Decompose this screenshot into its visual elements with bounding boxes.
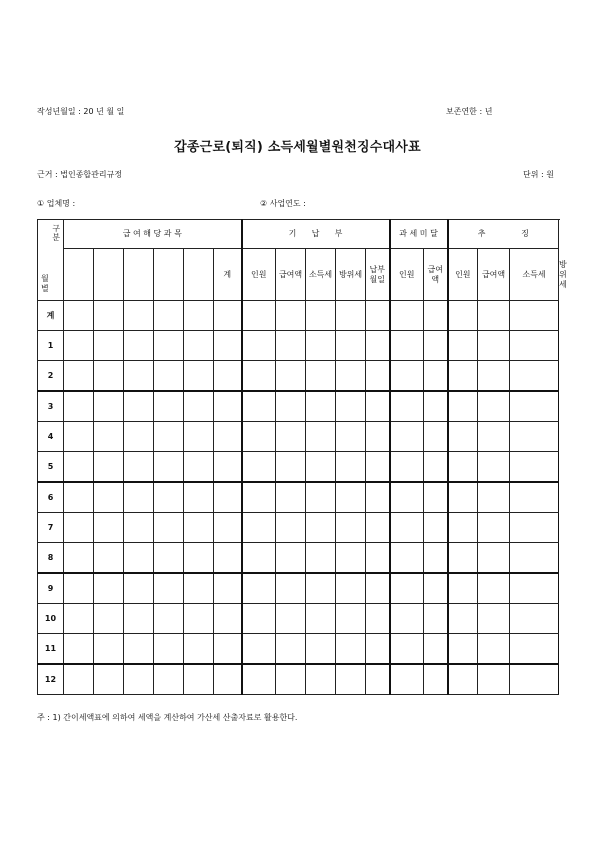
- table-row: [38, 391, 559, 422]
- table-cell[interactable]: [154, 513, 184, 543]
- table-cell[interactable]: [448, 543, 478, 574]
- table-cell[interactable]: [94, 301, 124, 331]
- group-salary-header: 급 여 해 당 과 목: [64, 220, 242, 249]
- table-cell[interactable]: [276, 604, 306, 634]
- table-cell[interactable]: [242, 422, 276, 452]
- table-cell[interactable]: [306, 452, 336, 483]
- table-cell[interactable]: [478, 573, 510, 604]
- table-cell[interactable]: [214, 331, 242, 361]
- table-cell[interactable]: [214, 513, 242, 543]
- corner-label-month: 월 별: [41, 274, 49, 293]
- table-cell[interactable]: [306, 664, 336, 695]
- table-cell[interactable]: [424, 573, 448, 604]
- table-cell[interactable]: [510, 331, 559, 361]
- table-cell[interactable]: [242, 513, 276, 543]
- table-cell[interactable]: [366, 301, 390, 331]
- salary-total-header: 계: [214, 249, 242, 301]
- table-cell[interactable]: [390, 452, 424, 483]
- table-cell[interactable]: [366, 422, 390, 452]
- table-cell[interactable]: [214, 543, 242, 574]
- table-cell[interactable]: [184, 543, 214, 574]
- table-cell[interactable]: [124, 331, 154, 361]
- table-cell[interactable]: [276, 573, 306, 604]
- table-cell[interactable]: [124, 422, 154, 452]
- table-cell[interactable]: [306, 513, 336, 543]
- table-cell[interactable]: [64, 422, 94, 452]
- table-cell[interactable]: [336, 422, 366, 452]
- table-cell[interactable]: [448, 664, 478, 695]
- table-cell[interactable]: [214, 361, 242, 392]
- table-cell[interactable]: [214, 452, 242, 483]
- month-label: 6: [38, 482, 64, 513]
- table-cell[interactable]: [366, 331, 390, 361]
- table-row: [38, 513, 559, 543]
- table-cell[interactable]: [306, 573, 336, 604]
- table-cell[interactable]: [184, 664, 214, 695]
- table-cell[interactable]: [276, 361, 306, 392]
- table-cell[interactable]: [478, 301, 510, 331]
- table-cell[interactable]: [184, 573, 214, 604]
- table-cell[interactable]: [154, 543, 184, 574]
- table-cell[interactable]: [154, 391, 184, 422]
- month-label: 9: [38, 573, 64, 604]
- table-cell[interactable]: [184, 301, 214, 331]
- table-cell[interactable]: [306, 543, 336, 574]
- table-cell[interactable]: [478, 543, 510, 574]
- month-label: 4: [38, 422, 64, 452]
- table-cell[interactable]: [448, 513, 478, 543]
- table-cell[interactable]: [276, 422, 306, 452]
- table-cell[interactable]: [64, 513, 94, 543]
- table-row: [38, 543, 559, 574]
- table-cell[interactable]: [424, 391, 448, 422]
- salary-subject-cell: [124, 249, 154, 301]
- table-cell[interactable]: [448, 452, 478, 483]
- table-cell[interactable]: [124, 513, 154, 543]
- table-cell[interactable]: [154, 604, 184, 634]
- table-row: [38, 331, 559, 361]
- month-label: 7: [38, 513, 64, 543]
- table-cell[interactable]: [242, 391, 276, 422]
- basis-note: 근거 : 법인종합관리규정: [37, 170, 123, 179]
- table-cell[interactable]: [124, 664, 154, 695]
- corner-header-cell: [38, 220, 64, 301]
- table-cell[interactable]: [124, 301, 154, 331]
- table-cell[interactable]: [510, 543, 559, 574]
- table-cell[interactable]: [510, 482, 559, 513]
- group-collect-header: 추 징: [448, 220, 559, 249]
- table-cell[interactable]: [184, 422, 214, 452]
- table-cell[interactable]: [336, 543, 366, 574]
- table-cell[interactable]: [124, 573, 154, 604]
- table-cell[interactable]: [242, 452, 276, 483]
- table-cell[interactable]: [478, 452, 510, 483]
- exempt-amount-header: 급여액: [424, 249, 448, 301]
- table-cell[interactable]: [510, 513, 559, 543]
- table-cell[interactable]: [242, 604, 276, 634]
- table-cell[interactable]: [64, 361, 94, 392]
- page-title: 갑종근로(퇴직) 소득세월별원천징수대사표: [174, 140, 421, 155]
- table-cell[interactable]: [276, 513, 306, 543]
- table-cell[interactable]: [184, 634, 214, 665]
- table-cell[interactable]: [94, 422, 124, 452]
- table-cell[interactable]: [214, 422, 242, 452]
- table-row: [38, 664, 559, 695]
- table-cell[interactable]: [214, 634, 242, 665]
- table-cell[interactable]: [366, 513, 390, 543]
- table-cell[interactable]: [390, 513, 424, 543]
- table-cell[interactable]: [124, 391, 154, 422]
- table-cell[interactable]: [276, 664, 306, 695]
- table-cell[interactable]: [154, 301, 184, 331]
- table-cell[interactable]: [448, 391, 478, 422]
- table-cell[interactable]: [336, 573, 366, 604]
- retention-period: 보존연한 : 년: [446, 107, 493, 116]
- table-cell[interactable]: [276, 301, 306, 331]
- table-cell[interactable]: [336, 391, 366, 422]
- paid-people-header: 인원: [242, 249, 276, 301]
- table-cell[interactable]: [64, 391, 94, 422]
- table-cell[interactable]: [94, 543, 124, 574]
- table-cell[interactable]: [448, 573, 478, 604]
- unit-note: 단위 : 원: [523, 170, 554, 179]
- table-cell[interactable]: [184, 391, 214, 422]
- table-cell[interactable]: [94, 634, 124, 665]
- table-cell[interactable]: [124, 482, 154, 513]
- table-cell[interactable]: [242, 301, 276, 331]
- business-year-field: ② 사업연도 :: [260, 199, 306, 208]
- exempt-people-header: 인원: [390, 249, 424, 301]
- table-cell[interactable]: [184, 604, 214, 634]
- table-cell[interactable]: [424, 604, 448, 634]
- date-written: 작성년월일 : 20 년 월 일: [37, 107, 125, 116]
- table-cell[interactable]: [510, 452, 559, 483]
- table-cell[interactable]: [336, 301, 366, 331]
- table-cell[interactable]: [306, 482, 336, 513]
- table-cell[interactable]: [336, 513, 366, 543]
- table-cell[interactable]: [366, 604, 390, 634]
- table-cell[interactable]: [336, 634, 366, 665]
- table-cell[interactable]: [94, 452, 124, 483]
- table-cell[interactable]: [94, 331, 124, 361]
- table-cell[interactable]: [424, 301, 448, 331]
- table-cell[interactable]: [64, 482, 94, 513]
- table-cell[interactable]: [242, 331, 276, 361]
- table-cell[interactable]: [214, 604, 242, 634]
- table-cell[interactable]: [94, 604, 124, 634]
- table-cell[interactable]: [184, 482, 214, 513]
- table-cell[interactable]: [424, 422, 448, 452]
- table-cell[interactable]: [366, 482, 390, 513]
- table-row: [38, 361, 559, 392]
- salary-subject-cell: [184, 249, 214, 301]
- table-cell[interactable]: [366, 452, 390, 483]
- month-label: 2: [38, 361, 64, 392]
- table-cell[interactable]: [390, 482, 424, 513]
- table-cell[interactable]: [510, 361, 559, 392]
- table-cell[interactable]: [510, 634, 559, 665]
- table-cell[interactable]: [64, 452, 94, 483]
- table-cell[interactable]: [478, 331, 510, 361]
- table-cell[interactable]: [448, 422, 478, 452]
- table-cell[interactable]: [366, 573, 390, 604]
- table-cell[interactable]: [390, 604, 424, 634]
- table-cell[interactable]: [94, 361, 124, 392]
- table-cell[interactable]: [154, 573, 184, 604]
- month-label: 10: [38, 604, 64, 634]
- table-cell[interactable]: [124, 452, 154, 483]
- table-cell[interactable]: [510, 422, 559, 452]
- table-cell[interactable]: [448, 361, 478, 392]
- table-cell[interactable]: [124, 634, 154, 665]
- table-cell[interactable]: [94, 482, 124, 513]
- table-cell[interactable]: [478, 604, 510, 634]
- month-label: 계: [38, 301, 64, 331]
- table-cell[interactable]: [94, 664, 124, 695]
- salary-subject-cell: [154, 249, 184, 301]
- table-cell[interactable]: [306, 361, 336, 392]
- table-cell[interactable]: [184, 361, 214, 392]
- table-cell[interactable]: [124, 604, 154, 634]
- table-cell[interactable]: [424, 634, 448, 665]
- table-cell[interactable]: [336, 331, 366, 361]
- collect-people-header: 인원: [448, 249, 478, 301]
- group-exempt-header: 과 세 미 달: [390, 220, 448, 249]
- table-cell[interactable]: [214, 573, 242, 604]
- table-cell[interactable]: [64, 664, 94, 695]
- table-cell[interactable]: [306, 391, 336, 422]
- table-cell[interactable]: [478, 422, 510, 452]
- table-cell[interactable]: [154, 482, 184, 513]
- table-cell[interactable]: [448, 301, 478, 331]
- month-label: 8: [38, 543, 64, 574]
- table-cell[interactable]: [424, 513, 448, 543]
- paid-amount-header: 급여액: [276, 249, 306, 301]
- table-cell[interactable]: [184, 331, 214, 361]
- table-cell[interactable]: [336, 664, 366, 695]
- table-cell[interactable]: [306, 331, 336, 361]
- table-cell[interactable]: [306, 422, 336, 452]
- table-cell[interactable]: [424, 482, 448, 513]
- table-cell[interactable]: [390, 361, 424, 392]
- table-cell[interactable]: [424, 664, 448, 695]
- table-cell[interactable]: [124, 361, 154, 392]
- paid-month-header: 납부 월일: [366, 249, 390, 301]
- table-cell[interactable]: [154, 452, 184, 483]
- table-cell[interactable]: [390, 634, 424, 665]
- table-cell[interactable]: [390, 331, 424, 361]
- table-cell[interactable]: [64, 573, 94, 604]
- table-cell[interactable]: [510, 604, 559, 634]
- table-cell[interactable]: [242, 543, 276, 574]
- withholding-tax-table: 구 분 월 별 급 여 해 당 과 목 기 납 부 과 세 미 달 추 징 계 인원 급여액 소득세 방위세 납부 월일 인원 급여액 인원 급여액 소득세 방 위 세 계 1 2 3 4 5 6 7 8 9 10 11 12: [37, 219, 559, 695]
- table-cell[interactable]: [390, 664, 424, 695]
- table-row: [38, 604, 559, 634]
- table-cell[interactable]: [64, 301, 94, 331]
- table-row: [38, 452, 559, 483]
- table-cell[interactable]: [154, 361, 184, 392]
- table-cell[interactable]: [276, 331, 306, 361]
- table-cell[interactable]: [64, 331, 94, 361]
- table-cell[interactable]: [448, 634, 478, 665]
- table-cell[interactable]: [94, 573, 124, 604]
- table-row: [38, 573, 559, 604]
- table-cell[interactable]: [242, 573, 276, 604]
- table-cell[interactable]: [336, 482, 366, 513]
- table-cell[interactable]: [390, 422, 424, 452]
- table-cell[interactable]: [424, 452, 448, 483]
- table-cell[interactable]: [94, 391, 124, 422]
- table-cell[interactable]: [366, 664, 390, 695]
- table-cell[interactable]: [478, 513, 510, 543]
- table-cell[interactable]: [154, 422, 184, 452]
- table-cell[interactable]: [306, 634, 336, 665]
- month-label: 5: [38, 452, 64, 483]
- corner-label-category: 구 분: [52, 224, 60, 242]
- table-cell[interactable]: [424, 361, 448, 392]
- table-cell[interactable]: [154, 664, 184, 695]
- table-cell[interactable]: [154, 331, 184, 361]
- table-cell[interactable]: [336, 604, 366, 634]
- table-cell[interactable]: [336, 452, 366, 483]
- table-cell[interactable]: [184, 452, 214, 483]
- table-cell[interactable]: [64, 634, 94, 665]
- month-label: 3: [38, 391, 64, 422]
- table-cell[interactable]: [424, 543, 448, 574]
- table-cell[interactable]: [478, 664, 510, 695]
- table-cell[interactable]: [510, 301, 559, 331]
- table-cell[interactable]: [242, 664, 276, 695]
- salary-subject-cell: [94, 249, 124, 301]
- table-cell[interactable]: [448, 604, 478, 634]
- table-cell[interactable]: [64, 604, 94, 634]
- table-cell[interactable]: [510, 573, 559, 604]
- table-body: [38, 301, 559, 695]
- footnote: 주 : 1) 간이세액표에 의하여 세액을 계산하여 가산세 산출자료로 활용한다.: [37, 713, 298, 722]
- paid-tax-header: 소득세: [306, 249, 336, 301]
- table-cell[interactable]: [448, 331, 478, 361]
- table-cell[interactable]: [390, 391, 424, 422]
- table-cell[interactable]: [276, 482, 306, 513]
- table-row: [38, 301, 559, 331]
- table-cell[interactable]: [510, 391, 559, 422]
- table-cell[interactable]: [366, 634, 390, 665]
- collect-tax-header: 소득세: [510, 249, 559, 301]
- table-cell[interactable]: [306, 604, 336, 634]
- table-cell[interactable]: [184, 513, 214, 543]
- table-cell[interactable]: [336, 361, 366, 392]
- table-cell[interactable]: [154, 634, 184, 665]
- month-label: 11: [38, 634, 64, 665]
- table-row: [38, 482, 559, 513]
- table-cell[interactable]: [94, 513, 124, 543]
- group-paid-header: 기 납 부: [242, 220, 390, 249]
- salary-subject-cell: [64, 249, 94, 301]
- table-cell[interactable]: [478, 391, 510, 422]
- table-cell[interactable]: [478, 482, 510, 513]
- table-cell[interactable]: [276, 634, 306, 665]
- table-cell[interactable]: [390, 301, 424, 331]
- table-cell[interactable]: [424, 331, 448, 361]
- table-row: [38, 634, 559, 665]
- table-cell[interactable]: [242, 634, 276, 665]
- table-cell[interactable]: [366, 543, 390, 574]
- table-row: [38, 422, 559, 452]
- table-cell[interactable]: [276, 452, 306, 483]
- table-cell[interactable]: [276, 543, 306, 574]
- table-cell[interactable]: [390, 543, 424, 574]
- collect-amount-header: 급여액: [478, 249, 510, 301]
- table-cell[interactable]: [242, 361, 276, 392]
- table-cell[interactable]: [276, 391, 306, 422]
- table-cell[interactable]: [214, 301, 242, 331]
- table-cell[interactable]: [64, 543, 94, 574]
- table-cell[interactable]: [366, 391, 390, 422]
- table-cell[interactable]: [242, 482, 276, 513]
- table-cell[interactable]: [448, 482, 478, 513]
- table-cell[interactable]: [510, 664, 559, 695]
- table-cell[interactable]: [214, 482, 242, 513]
- table-cell[interactable]: [478, 361, 510, 392]
- table-cell[interactable]: [214, 664, 242, 695]
- month-label: 12: [38, 664, 64, 695]
- table-cell[interactable]: [366, 361, 390, 392]
- table-cell[interactable]: [390, 573, 424, 604]
- table-cell[interactable]: [306, 301, 336, 331]
- table-cell[interactable]: [478, 634, 510, 665]
- company-name-field: ① 업체명 :: [37, 199, 76, 208]
- month-label: 1: [38, 331, 64, 361]
- table-cell[interactable]: [214, 391, 242, 422]
- table-cell[interactable]: [124, 543, 154, 574]
- paid-resident-header: 방위세: [336, 249, 366, 301]
